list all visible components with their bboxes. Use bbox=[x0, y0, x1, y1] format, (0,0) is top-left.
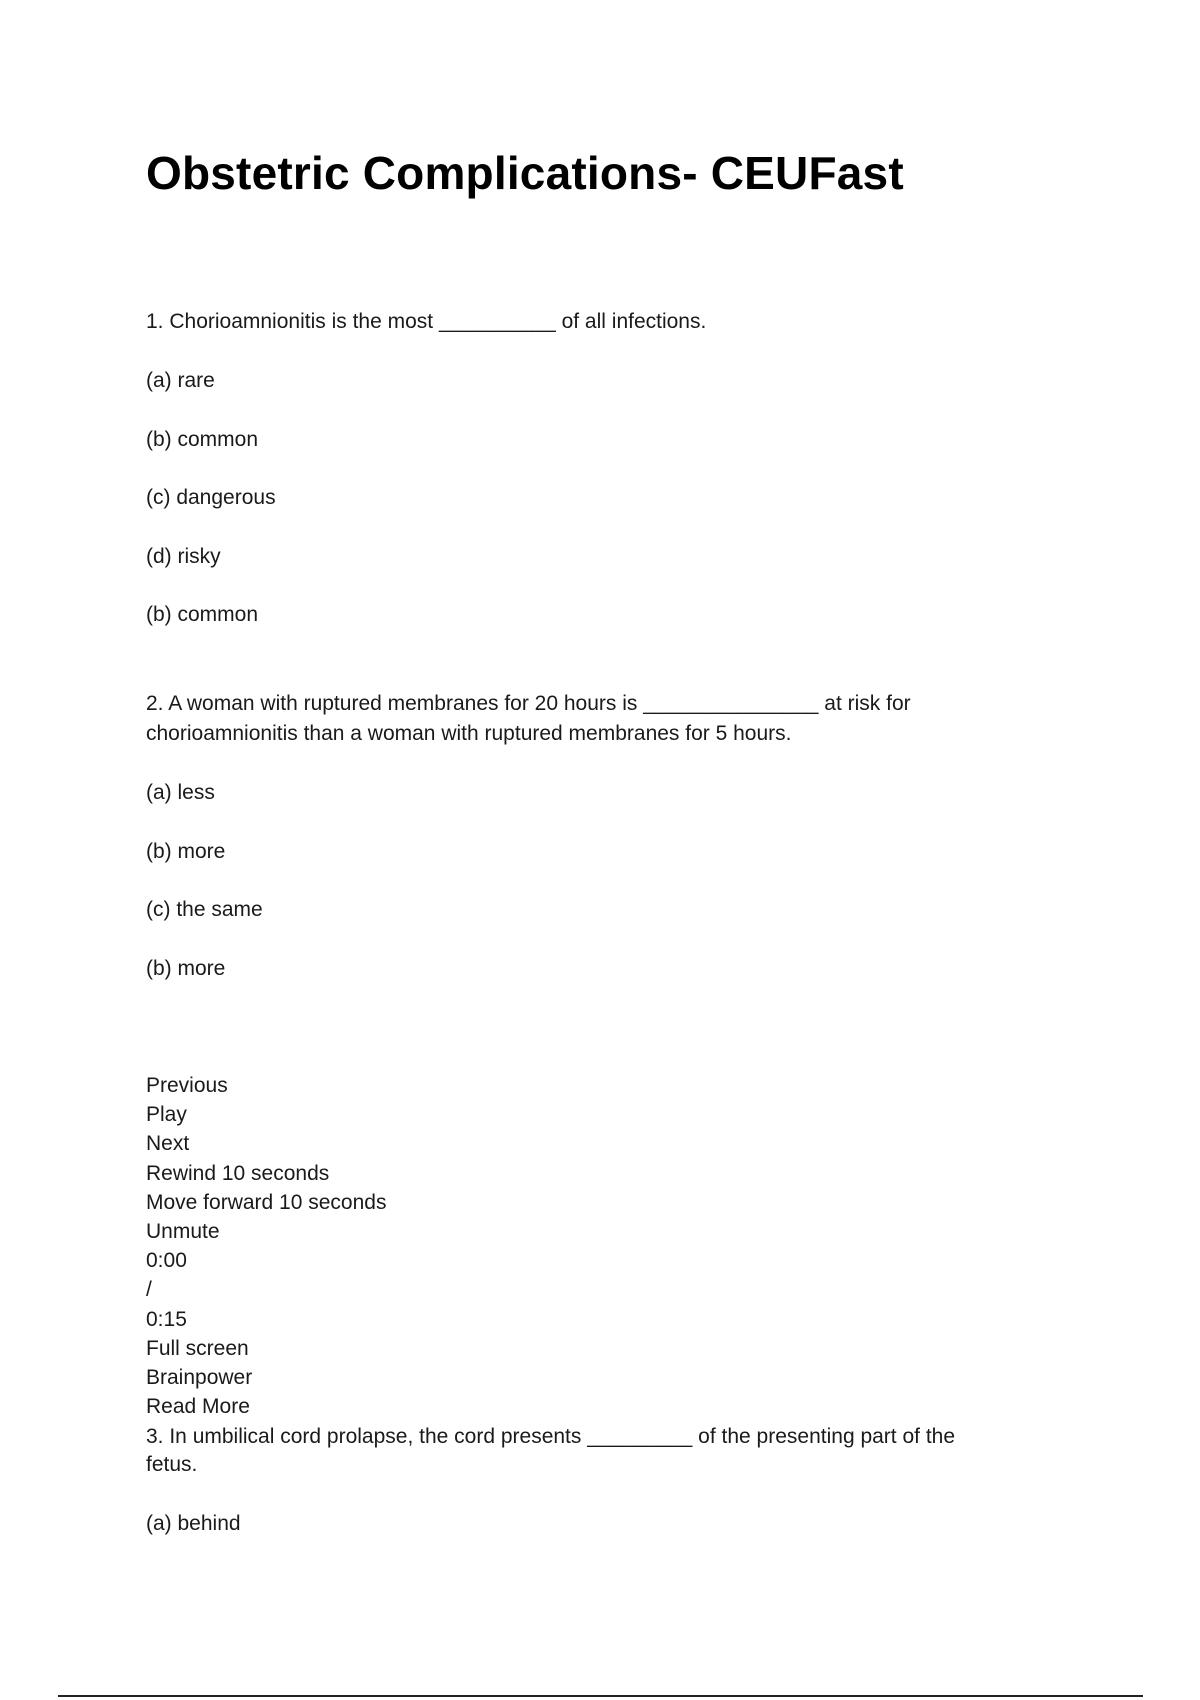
question-2-option-a: (a) less bbox=[146, 781, 215, 804]
page-title: Obstetric Complications- CEUFast bbox=[146, 147, 904, 199]
rewind-button[interactable]: Rewind 10 seconds bbox=[146, 1162, 330, 1185]
question-1-option-c: (c) dangerous bbox=[146, 486, 276, 509]
question-2-answer: (b) more bbox=[146, 957, 226, 980]
question-2-text-line2: chorioamnionitis than a woman with ruptured membranes for 5 hours. bbox=[146, 722, 792, 745]
read-more-link[interactable]: Read More bbox=[146, 1395, 250, 1418]
question-1-option-d: (d) risky bbox=[146, 545, 221, 568]
question-3-text-line1: 3. In umbilical cord prolapse, the cord presents _________ of the presenting part of the bbox=[146, 1425, 956, 1448]
play-button[interactable]: Play bbox=[146, 1103, 187, 1126]
unmute-button[interactable]: Unmute bbox=[146, 1220, 220, 1243]
footer-divider bbox=[58, 1695, 1143, 1697]
duration: 0:15 bbox=[146, 1308, 187, 1331]
question-3-option-a: (a) behind bbox=[146, 1512, 241, 1535]
question-1-answer: (b) common bbox=[146, 603, 259, 626]
question-3-text-line2: fetus. bbox=[146, 1453, 198, 1476]
question-1-option-a: (a) rare bbox=[146, 369, 215, 392]
brainpower-link[interactable]: Brainpower bbox=[146, 1366, 253, 1389]
fullscreen-button[interactable]: Full screen bbox=[146, 1337, 249, 1360]
question-2-option-b: (b) more bbox=[146, 840, 226, 863]
question-1-option-b: (b) common bbox=[146, 428, 259, 451]
question-2-option-c: (c) the same bbox=[146, 898, 263, 921]
time-separator: / bbox=[146, 1278, 152, 1301]
current-time: 0:00 bbox=[146, 1249, 187, 1272]
forward-button[interactable]: Move forward 10 seconds bbox=[146, 1191, 387, 1214]
next-button[interactable]: Next bbox=[146, 1132, 190, 1155]
previous-button[interactable]: Previous bbox=[146, 1074, 228, 1097]
question-1-text: 1. Chorioamnionitis is the most __________ of all infections. bbox=[146, 310, 707, 333]
question-2-text-line1: 2. A woman with ruptured membranes for 20 hours is _______________ at risk for bbox=[146, 692, 911, 715]
